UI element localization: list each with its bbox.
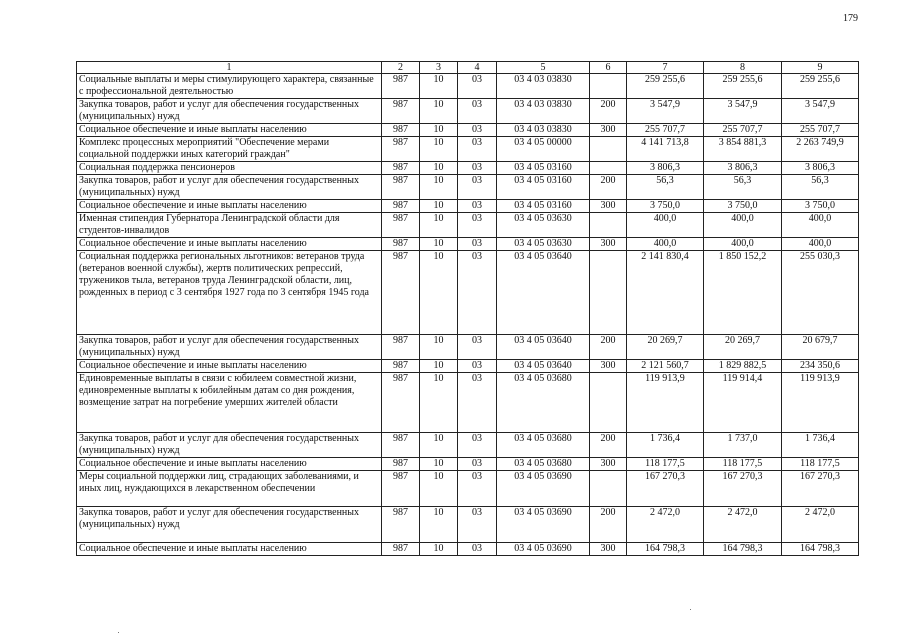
section-cell: 10 — [420, 507, 458, 543]
target-article-cell: 03 4 03 03830 — [497, 74, 590, 99]
subsection-cell: 03 — [458, 137, 497, 162]
row-name-cell: Закупка товаров, работ и услуг для обеспечения государственных (муниципальных) нужд — [77, 99, 382, 124]
amount-year1-cell: 255 707,7 — [627, 124, 704, 137]
expense-type-cell — [590, 471, 627, 507]
target-article-cell: 03 4 05 03680 — [497, 458, 590, 471]
amount-year1-cell: 259 255,6 — [627, 74, 704, 99]
ministry-code-cell: 987 — [382, 162, 420, 175]
table-row — [77, 137, 859, 162]
subsection-cell: 03 — [458, 373, 497, 433]
section-cell: 10 — [420, 251, 458, 335]
amount-year1-cell: 4 141 713,8 — [627, 137, 704, 162]
section-cell: 10 — [420, 471, 458, 507]
amount-year3-cell: 167 270,3 — [782, 471, 859, 507]
amount-year3-cell: 3 547,9 — [782, 99, 859, 124]
subsection-cell: 03 — [458, 200, 497, 213]
expense-type-cell — [590, 74, 627, 99]
amount-year3-cell: 255 030,3 — [782, 251, 859, 335]
ministry-code-cell: 987 — [382, 213, 420, 238]
amount-year2-cell: 118 177,5 — [704, 458, 782, 471]
amount-year3-cell: 400,0 — [782, 213, 859, 238]
ministry-code-cell: 987 — [382, 238, 420, 251]
section-cell: 10 — [420, 74, 458, 99]
amount-year1-cell: 119 913,9 — [627, 373, 704, 433]
expense-type-cell: 300 — [590, 124, 627, 137]
table-row — [77, 175, 859, 200]
subsection-cell: 03 — [458, 175, 497, 200]
expense-type-cell — [590, 213, 627, 238]
amount-year2-cell: 119 914,4 — [704, 373, 782, 433]
section-cell: 10 — [420, 433, 458, 458]
amount-year3-cell: 259 255,6 — [782, 74, 859, 99]
amount-year1-cell: 2 121 560,7 — [627, 360, 704, 373]
target-article-cell: 03 4 05 03630 — [497, 213, 590, 238]
amount-year3-cell: 234 350,6 — [782, 360, 859, 373]
amount-year3-cell: 2 263 749,9 — [782, 137, 859, 162]
table-row — [77, 507, 859, 543]
table-row — [77, 251, 859, 335]
target-article-cell: 03 4 05 03640 — [497, 335, 590, 360]
amount-year1-cell: 164 798,3 — [627, 543, 704, 556]
subsection-cell: 03 — [458, 543, 497, 556]
scan-speck — [118, 632, 119, 633]
subsection-cell: 03 — [458, 335, 497, 360]
amount-year1-cell: 1 736,4 — [627, 433, 704, 458]
amount-year3-cell: 56,3 — [782, 175, 859, 200]
amount-year1-cell: 56,3 — [627, 175, 704, 200]
target-article-cell: 03 4 03 03830 — [497, 124, 590, 137]
row-name-cell: Закупка товаров, работ и услуг для обеспечения государственных (муниципальных) нужд — [77, 433, 382, 458]
ministry-code-cell: 987 — [382, 335, 420, 360]
row-name-cell: Закупка товаров, работ и услуг для обеспечения государственных (муниципальных) нужд — [77, 175, 382, 200]
target-article-cell: 03 4 05 03630 — [497, 238, 590, 251]
amount-year3-cell: 118 177,5 — [782, 458, 859, 471]
column-header: 9 — [782, 62, 859, 74]
ministry-code-cell: 987 — [382, 433, 420, 458]
row-name-cell: Социальная поддержка пенсионеров — [77, 162, 382, 175]
table-row — [77, 213, 859, 238]
table-row — [77, 335, 859, 360]
column-header: 2 — [382, 62, 420, 74]
amount-year3-cell: 20 679,7 — [782, 335, 859, 360]
target-article-cell: 03 4 05 00000 — [497, 137, 590, 162]
expense-type-cell: 300 — [590, 360, 627, 373]
ministry-code-cell: 987 — [382, 175, 420, 200]
row-name-cell: Социальное обеспечение и иные выплаты населению — [77, 543, 382, 556]
column-header: 3 — [420, 62, 458, 74]
expense-type-cell: 300 — [590, 458, 627, 471]
amount-year3-cell: 2 472,0 — [782, 507, 859, 543]
column-header: 4 — [458, 62, 497, 74]
subsection-cell: 03 — [458, 458, 497, 471]
section-cell: 10 — [420, 360, 458, 373]
target-article-cell: 03 4 05 03640 — [497, 251, 590, 335]
row-name-cell: Закупка товаров, работ и услуг для обеспечения государственных (муниципальных) нужд — [77, 507, 382, 543]
amount-year1-cell: 2 472,0 — [627, 507, 704, 543]
row-name-cell: Социальное обеспечение и иные выплаты населению — [77, 200, 382, 213]
target-article-cell: 03 4 05 03680 — [497, 433, 590, 458]
amount-year3-cell: 1 736,4 — [782, 433, 859, 458]
subsection-cell: 03 — [458, 507, 497, 543]
amount-year2-cell: 3 547,9 — [704, 99, 782, 124]
expense-type-cell — [590, 137, 627, 162]
subsection-cell: 03 — [458, 238, 497, 251]
ministry-code-cell: 987 — [382, 458, 420, 471]
amount-year1-cell: 3 547,9 — [627, 99, 704, 124]
ministry-code-cell: 987 — [382, 200, 420, 213]
subsection-cell: 03 — [458, 251, 497, 335]
column-header: 7 — [627, 62, 704, 74]
section-cell: 10 — [420, 162, 458, 175]
target-article-cell: 03 4 05 03680 — [497, 373, 590, 433]
amount-year2-cell: 1 850 152,2 — [704, 251, 782, 335]
table-row — [77, 238, 859, 251]
ministry-code-cell: 987 — [382, 124, 420, 137]
table-row — [77, 360, 859, 373]
ministry-code-cell: 987 — [382, 507, 420, 543]
table-row — [77, 543, 859, 556]
ministry-code-cell: 987 — [382, 360, 420, 373]
row-name-cell: Единовременные выплаты в связи с юбилеем совместной жизни, единовременные выплаты к юбилейным датам со дня рождения, возмещение затрат на погребение умерших жителей области — [77, 373, 382, 433]
amount-year1-cell: 3 806,3 — [627, 162, 704, 175]
section-cell: 10 — [420, 99, 458, 124]
row-name-cell: Социальное обеспечение и иные выплаты населению — [77, 458, 382, 471]
table-row — [77, 458, 859, 471]
amount-year3-cell: 164 798,3 — [782, 543, 859, 556]
section-cell: 10 — [420, 543, 458, 556]
subsection-cell: 03 — [458, 74, 497, 99]
table-row — [77, 99, 859, 124]
amount-year1-cell: 400,0 — [627, 213, 704, 238]
row-name-cell: Социальные выплаты и меры стимулирующего характера, связанные с профессиональной деятельностью — [77, 74, 382, 99]
target-article-cell: 03 4 05 03690 — [497, 507, 590, 543]
amount-year3-cell: 255 707,7 — [782, 124, 859, 137]
subsection-cell: 03 — [458, 124, 497, 137]
amount-year2-cell: 400,0 — [704, 238, 782, 251]
subsection-cell: 03 — [458, 360, 497, 373]
row-name-cell: Комплекс процессных мероприятий "Обеспечение мерами социальной поддержки иных категорий граждан" — [77, 137, 382, 162]
expense-type-cell: 200 — [590, 507, 627, 543]
column-header: 8 — [704, 62, 782, 74]
amount-year3-cell: 3 750,0 — [782, 200, 859, 213]
table-header-row — [77, 62, 859, 74]
table-row — [77, 433, 859, 458]
table-row — [77, 373, 859, 433]
subsection-cell: 03 — [458, 433, 497, 458]
section-cell: 10 — [420, 137, 458, 162]
amount-year2-cell: 164 798,3 — [704, 543, 782, 556]
subsection-cell: 03 — [458, 213, 497, 238]
subsection-cell: 03 — [458, 162, 497, 175]
table-row — [77, 200, 859, 213]
expense-type-cell: 300 — [590, 238, 627, 251]
target-article-cell: 03 4 05 03160 — [497, 200, 590, 213]
expense-type-cell: 200 — [590, 175, 627, 200]
amount-year1-cell: 2 141 830,4 — [627, 251, 704, 335]
section-cell: 10 — [420, 238, 458, 251]
row-name-cell: Именная стипендия Губернатора Ленинградской области для студентов-инвалидов — [77, 213, 382, 238]
ministry-code-cell: 987 — [382, 543, 420, 556]
amount-year3-cell: 119 913,9 — [782, 373, 859, 433]
section-cell: 10 — [420, 335, 458, 360]
amount-year2-cell: 3 750,0 — [704, 200, 782, 213]
row-name-cell: Социальная поддержка региональных льготников: ветеранов труда (ветеранов военной службы), жертв политических репрессий, тружеников тыла, ветеранов труда Ленинградской области, лиц, рожденных в период с 3 сентября 1927 года по 3 сентября 1945 года — [77, 251, 382, 335]
table-row — [77, 162, 859, 175]
table-row — [77, 471, 859, 507]
amount-year3-cell: 3 806,3 — [782, 162, 859, 175]
amount-year1-cell: 3 750,0 — [627, 200, 704, 213]
table-row — [77, 74, 859, 99]
expense-type-cell — [590, 162, 627, 175]
ministry-code-cell: 987 — [382, 471, 420, 507]
page-number: 179 — [843, 13, 858, 24]
ministry-code-cell: 987 — [382, 74, 420, 99]
section-cell: 10 — [420, 175, 458, 200]
amount-year2-cell: 3 806,3 — [704, 162, 782, 175]
ministry-code-cell: 987 — [382, 251, 420, 335]
amount-year2-cell: 3 854 881,3 — [704, 137, 782, 162]
ministry-code-cell: 987 — [382, 99, 420, 124]
amount-year1-cell: 167 270,3 — [627, 471, 704, 507]
target-article-cell: 03 4 05 03640 — [497, 360, 590, 373]
target-article-cell: 03 4 05 03690 — [497, 543, 590, 556]
row-name-cell: Социальное обеспечение и иные выплаты населению — [77, 360, 382, 373]
section-cell: 10 — [420, 458, 458, 471]
section-cell: 10 — [420, 373, 458, 433]
amount-year1-cell: 400,0 — [627, 238, 704, 251]
subsection-cell: 03 — [458, 471, 497, 507]
target-article-cell: 03 4 05 03160 — [497, 175, 590, 200]
target-article-cell: 03 4 03 03830 — [497, 99, 590, 124]
amount-year1-cell: 118 177,5 — [627, 458, 704, 471]
column-header: 5 — [497, 62, 590, 74]
target-article-cell: 03 4 05 03690 — [497, 471, 590, 507]
row-name-cell: Закупка товаров, работ и услуг для обеспечения государственных (муниципальных) нужд — [77, 335, 382, 360]
section-cell: 10 — [420, 213, 458, 238]
amount-year2-cell: 56,3 — [704, 175, 782, 200]
expense-type-cell: 300 — [590, 200, 627, 213]
expense-type-cell — [590, 251, 627, 335]
row-name-cell: Социальное обеспечение и иные выплаты населению — [77, 238, 382, 251]
expense-type-cell: 300 — [590, 543, 627, 556]
target-article-cell: 03 4 05 03160 — [497, 162, 590, 175]
expense-type-cell: 200 — [590, 433, 627, 458]
amount-year3-cell: 400,0 — [782, 238, 859, 251]
amount-year2-cell: 259 255,6 — [704, 74, 782, 99]
subsection-cell: 03 — [458, 99, 497, 124]
ministry-code-cell: 987 — [382, 373, 420, 433]
column-header: 6 — [590, 62, 627, 74]
row-name-cell: Социальное обеспечение и иные выплаты населению — [77, 124, 382, 137]
amount-year2-cell: 20 269,7 — [704, 335, 782, 360]
expense-type-cell: 200 — [590, 335, 627, 360]
budget-table — [76, 61, 859, 556]
column-header: 1 — [77, 62, 382, 74]
section-cell: 10 — [420, 200, 458, 213]
amount-year2-cell: 2 472,0 — [704, 507, 782, 543]
scan-speck — [690, 609, 691, 610]
amount-year1-cell: 20 269,7 — [627, 335, 704, 360]
table-row — [77, 124, 859, 137]
expense-type-cell — [590, 373, 627, 433]
amount-year2-cell: 255 707,7 — [704, 124, 782, 137]
amount-year2-cell: 400,0 — [704, 213, 782, 238]
ministry-code-cell: 987 — [382, 137, 420, 162]
amount-year2-cell: 1 737,0 — [704, 433, 782, 458]
row-name-cell: Меры социальной поддержки лиц, страдающих заболеваниями, и иных лиц, нуждающихся в лекарственном обеспечении — [77, 471, 382, 507]
section-cell: 10 — [420, 124, 458, 137]
expense-type-cell: 200 — [590, 99, 627, 124]
amount-year2-cell: 1 829 882,5 — [704, 360, 782, 373]
amount-year2-cell: 167 270,3 — [704, 471, 782, 507]
